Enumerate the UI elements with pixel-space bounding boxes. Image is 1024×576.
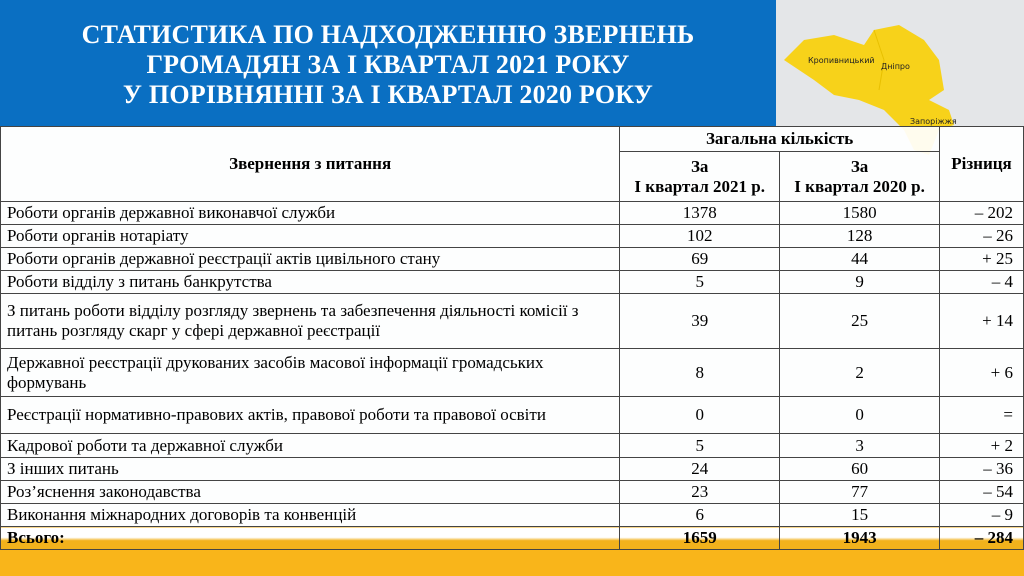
table-row — [1, 248, 1024, 271]
cell-diff: + 14 — [940, 294, 1024, 349]
map-label-zaporizhzhia: Запоріжжя — [910, 117, 957, 126]
cell-y2021: 23 — [620, 481, 780, 504]
table-row — [1, 504, 1024, 527]
header-2021: За І квартал 2021 р. — [620, 152, 780, 202]
cell-topic: Кадрової роботи та державної служби — [1, 434, 620, 458]
page-title — [0, 0, 776, 126]
cell-diff: – 202 — [940, 202, 1024, 225]
cell-diff: + 25 — [940, 248, 1024, 271]
cell-y2021: 5 — [620, 271, 780, 294]
table-row — [1, 349, 1024, 397]
map-label-dnipro: Дніпро — [881, 62, 910, 71]
cell-y2021: 24 — [620, 458, 780, 481]
title-line: ГРОМАДЯН ЗА І КВАРТАЛ 2021 РОКУ — [146, 50, 630, 79]
table-row — [1, 458, 1024, 481]
header-diff: Різниця — [940, 127, 1024, 202]
cell-y2020: 0 — [780, 397, 940, 434]
header-2020: За І квартал 2020 р. — [780, 152, 940, 202]
cell-y2020: 2 — [780, 349, 940, 397]
cell-diff: – 36 — [940, 458, 1024, 481]
total-label: Всього: — [1, 527, 620, 550]
cell-topic: Роз’яснення законодавства — [1, 481, 620, 504]
title-line: СТАТИСТИКА ПО НАДХОДЖЕННЮ ЗВЕРНЕНЬ — [81, 20, 695, 49]
cell-y2020: 9 — [780, 271, 940, 294]
cell-topic: Роботи органів державної виконавчої служби — [1, 202, 620, 225]
cell-y2021: 8 — [620, 349, 780, 397]
cell-diff: – 4 — [940, 271, 1024, 294]
table-row — [1, 397, 1024, 434]
table-row — [1, 294, 1024, 349]
table-row — [1, 202, 1024, 225]
table-row — [1, 481, 1024, 504]
table-row — [1, 225, 1024, 248]
cell-topic: Державної реєстрації друкованих засобів масової інформації громадських формувань — [1, 349, 620, 397]
cell-diff: + 6 — [940, 349, 1024, 397]
cell-y2020: 60 — [780, 458, 940, 481]
cell-topic: Роботи відділу з питань банкрутства — [1, 271, 620, 294]
cell-y2020: 15 — [780, 504, 940, 527]
cell-y2020: 1580 — [780, 202, 940, 225]
cell-diff: – 54 — [940, 481, 1024, 504]
statistics-table — [0, 126, 1024, 550]
title-line: У ПОРІВНЯННІ ЗА І КВАРТАЛ 2020 РОКУ — [122, 80, 654, 109]
cell-y2021: 5 — [620, 434, 780, 458]
cell-y2020: 44 — [780, 248, 940, 271]
table-row — [1, 271, 1024, 294]
cell-y2020: 128 — [780, 225, 940, 248]
cell-y2021: 1378 — [620, 202, 780, 225]
header-total: Загальна кількість — [620, 127, 940, 152]
cell-diff: – 9 — [940, 504, 1024, 527]
total-diff: – 284 — [940, 527, 1024, 550]
cell-y2021: 102 — [620, 225, 780, 248]
cell-topic: З інших питань — [1, 458, 620, 481]
total-2021: 1659 — [620, 527, 780, 550]
cell-y2020: 25 — [780, 294, 940, 349]
cell-topic: З питань роботи відділу розгляду звернень та забезпечення діяльності комісії з питань розгляду скарг у сфері державної реєстрації — [1, 294, 620, 349]
cell-diff: = — [940, 397, 1024, 434]
cell-topic: Роботи органів нотаріату — [1, 225, 620, 248]
cell-y2021: 69 — [620, 248, 780, 271]
cell-y2021: 0 — [620, 397, 780, 434]
total-2020: 1943 — [780, 527, 940, 550]
cell-y2020: 77 — [780, 481, 940, 504]
cell-y2020: 3 — [780, 434, 940, 458]
cell-topic: Реєстрації нормативно-правових актів, правової роботи та правової освіти — [1, 397, 620, 434]
header-topic: Звернення з питання — [1, 127, 620, 202]
cell-topic: Роботи органів державної реєстрації актів цивільного стану — [1, 248, 620, 271]
cell-y2021: 39 — [620, 294, 780, 349]
table-row — [1, 434, 1024, 458]
cell-topic: Виконання міжнародних договорів та конвенцій — [1, 504, 620, 527]
map-label-kropyvnytskyi: Кропивницький — [808, 56, 875, 65]
cell-diff: + 2 — [940, 434, 1024, 458]
cell-diff: – 26 — [940, 225, 1024, 248]
total-row — [1, 527, 1024, 550]
cell-y2021: 6 — [620, 504, 780, 527]
